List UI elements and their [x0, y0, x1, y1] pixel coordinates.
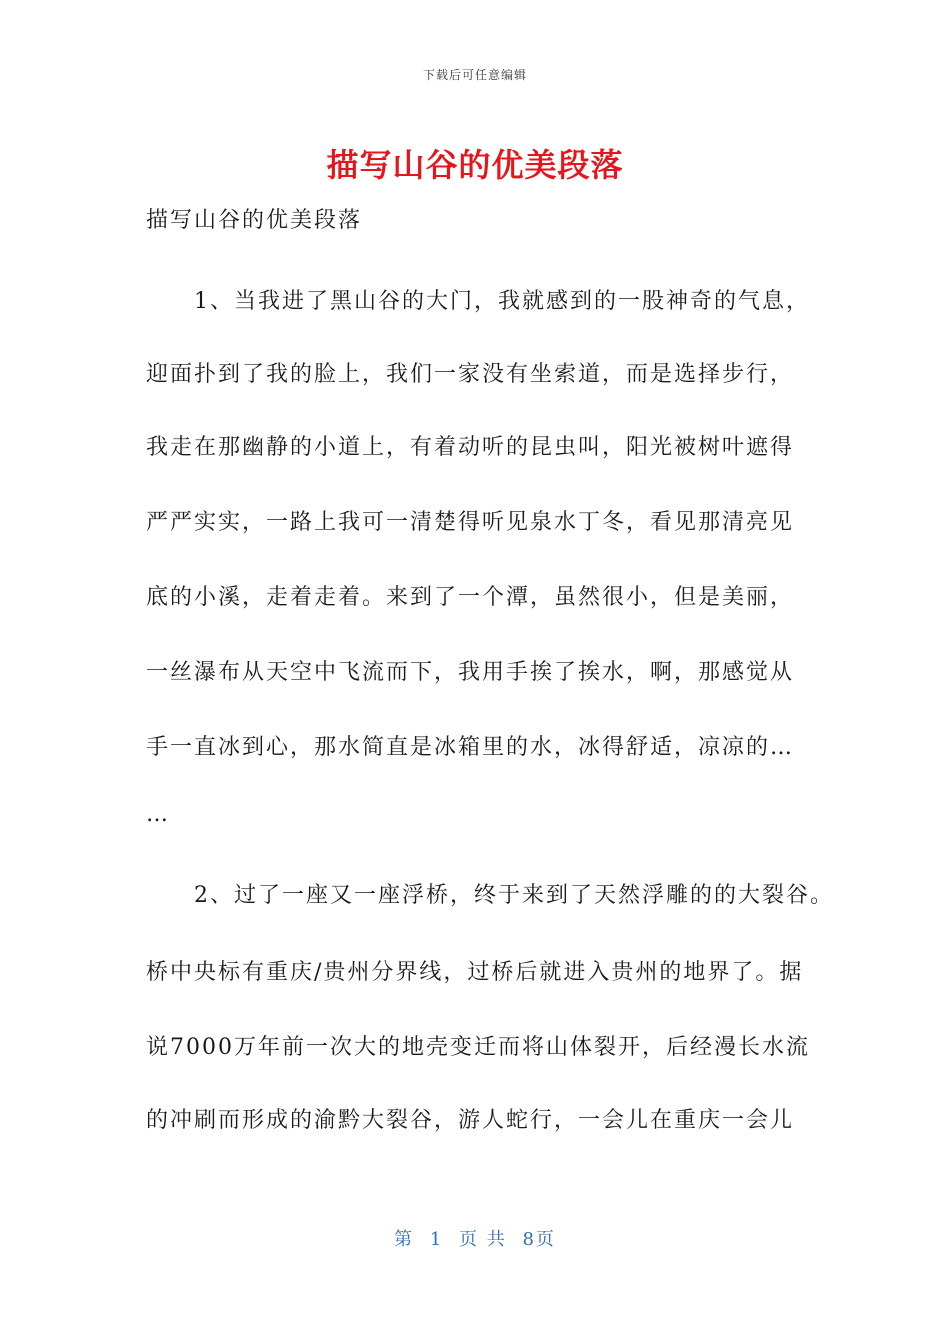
paragraph-line: 1、当我进了黑山谷的大门，我就感到的一股神奇的气息，: [146, 289, 810, 314]
header-note: 下载后可任意编辑: [422, 68, 527, 82]
paragraph-line: 严严实实，一路上我可一清楚得听见泉水丁冬，看见那清亮见: [146, 510, 795, 535]
paragraph-line: 2、过了一座又一座浮桥，终于来到了天然浮雕的的大裂谷。: [146, 883, 834, 908]
page-mid: 页 共: [459, 1229, 507, 1250]
paragraph-line: 手一直冰到心，那水简直是冰箱里的水，冰得舒适，凉凉的…: [146, 735, 795, 760]
paragraph-line: 我走在那幽静的小道上，有着动听的昆虫叫，阳光被树叶遮得: [146, 435, 795, 460]
paragraph-line: 的冲刷而形成的渝黔大裂谷，游人蛇行，一会儿在重庆一会儿: [146, 1108, 795, 1133]
document-title: 描写山谷的优美段落: [326, 146, 624, 184]
page-prefix: 第: [394, 1229, 415, 1250]
paragraph-line: …: [146, 802, 170, 827]
paragraph-line: 迎面扑到了我的脸上，我们一家没有坐索道，而是选择步行，: [146, 362, 795, 387]
page-current: 1: [429, 1229, 444, 1250]
page-footer: [0, 1225, 950, 1251]
page-total: 8页: [522, 1229, 556, 1250]
paragraph-line: 说7000万年前一次大的地壳变迁而将山体裂开，后经漫长水流: [146, 1035, 810, 1060]
paragraph-line: 一丝瀑布从天空中飞流而下，我用手挨了挨水，啊，那感觉从: [146, 660, 795, 685]
paragraph-line: 桥中央标有重庆/贵州分界线，过桥后就进入贵州的地界了。据: [146, 960, 804, 985]
paragraph-line: 底的小溪，走着走着。来到了一个潭，虽然很小，但是美丽，: [146, 585, 795, 610]
document-subtitle: 描写山谷的优美段落: [146, 208, 363, 233]
